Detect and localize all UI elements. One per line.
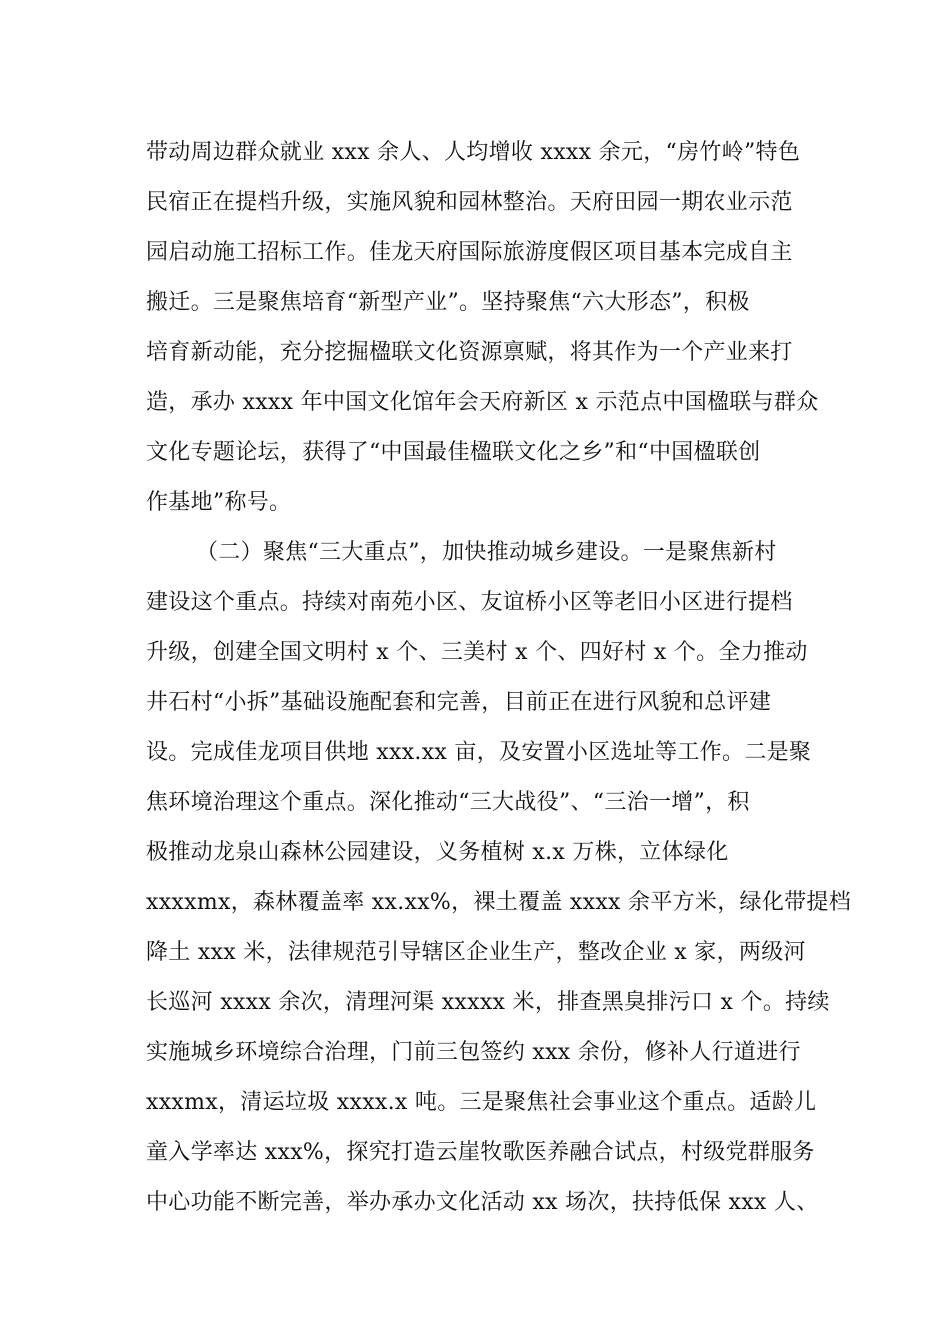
text-line: 长巡河 xxxx 余次，清理河渠 xxxxx 米，排查黑臭排污口 x 个。持续 [146,990,830,1015]
text-line: 造，承办 xxxx 年中国文化馆年会天府新区 x 示范点中国楹联与群众 [146,390,819,415]
text-line: 培育新动能，充分挖掘楹联文化资源禀赋，将其作为一个产业来打 [146,340,793,365]
text-line: 降土 xxx 米，法律规范引导辖区企业生产，整改企业 x 家，两级河 [146,940,806,965]
text-line: 建设这个重点。持续对南苑小区、友谊桥小区等老旧小区进行提档 [146,590,793,615]
text-line: 升级，创建全国文明村 x 个、三美村 x 个、四好村 x 个。全力推动 [146,640,808,665]
text-line: 童入学率达 xxx%，探究打造云崖牧歌医养融合试点，村级党群服务 [146,1140,815,1165]
text-line: 中心功能不断完善，举办承办文化活动 xx 场次，扶持低保 xxx 人、 [146,1190,819,1215]
text-line: 实施城乡环境综合治理，门前三包签约 xxx 余份，修补人行道进行 [146,1040,801,1065]
text-line: 文化专题论坛，获得了“中国最佳楹联文化之乡”和“中国楹联创 [146,440,761,465]
text-line: 民宿正在提档升级，实施风貌和园林整治。天府田园一期农业示范 [146,190,793,215]
text-line: 搬迁。三是聚焦培育“新型产业”。坚持聚焦“六大形态”，积极 [146,290,750,315]
text-line: 焦环境治理这个重点。深化推动“三大战役”、“三治一增”，积 [146,790,750,815]
text-line: 极推动龙泉山森林公园建设，义务植树 x.x 万株，立体绿化 [146,840,729,865]
text-line: 设。完成佳龙项目供地 xxx.xx 亩，及安置小区选址等工作。二是聚 [146,740,812,765]
section-heading-line: （二）聚焦“三大重点”，加快推动城乡建设。一是聚焦新村 [196,540,777,565]
text-line: 作基地”称号。 [146,490,292,515]
text-line: 带动周边群众就业 xxx 余人、人均增收 xxxx 余元，“房竹岭”特色 [146,140,801,165]
text-line: xxxmx，清运垃圾 xxxx.x 吨。三是聚焦社会事业这个重点。适龄儿 [146,1090,817,1115]
text-line: 井石村“小拆”基础设施配套和完善，目前正在进行风貌和总评建 [146,690,772,715]
text-line: 园启动施工招标工作。佳龙天府国际旅游度假区项目基本完成自主 [146,240,793,265]
text-line: xxxxmx，森林覆盖率 xx.xx%，裸土覆盖 xxxx 余平方米，绿化带提档 [146,890,852,915]
